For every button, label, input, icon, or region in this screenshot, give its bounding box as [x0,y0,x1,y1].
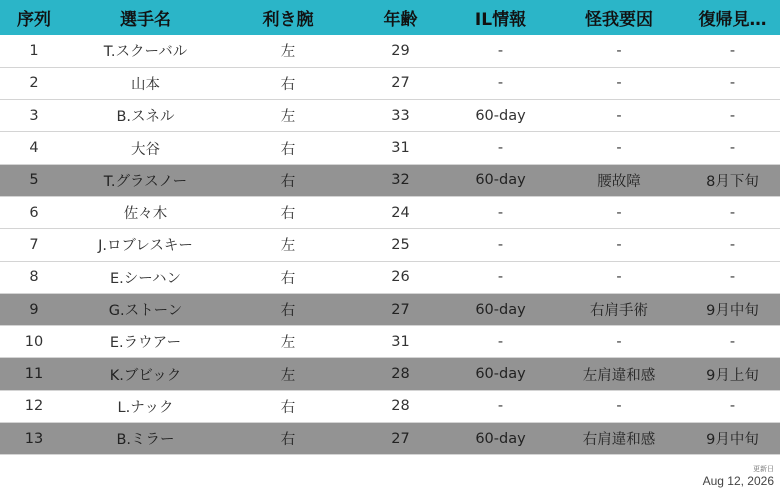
il-info-cell: 60-day [448,423,553,455]
il-info-cell: - [448,390,553,422]
order-cell: 8 [0,261,68,293]
injury-cause-cell: - [553,100,685,132]
age-cell: 32 [353,164,448,196]
player-name-cell: B.ミラー [68,423,223,455]
throwing-hand-cell: 右 [223,132,353,164]
return-estimate-cell: 9月上旬 [685,358,780,390]
table-row[interactable] [0,390,780,422]
il-info-cell: 60-day [448,358,553,390]
throwing-hand-cell: 左 [223,35,353,67]
column-header-return-estimate[interactable]: 復帰見… [698,10,767,30]
table-row[interactable] [0,164,780,196]
order-cell: 9 [0,293,68,325]
return-estimate-cell: - [685,100,780,132]
age-cell: 28 [353,390,448,422]
throwing-hand-cell: 右 [223,196,353,228]
return-estimate-cell: - [685,67,780,99]
order-cell: 2 [0,67,68,99]
player-name-cell: K.ブビック [68,358,223,390]
injury-cause-cell: 腰故障 [553,164,685,196]
il-info-cell: - [448,261,553,293]
player-name-cell: 山本 [68,67,223,99]
injury-cause-cell: - [553,67,685,99]
il-info-cell: 60-day [448,100,553,132]
age-cell: 27 [353,293,448,325]
age-cell: 31 [353,132,448,164]
il-info-cell: 60-day [448,164,553,196]
table-row[interactable] [0,261,780,293]
player-name-cell: B.スネル [68,100,223,132]
throwing-hand-cell: 右 [223,164,353,196]
return-estimate-cell: 8月下旬 [685,164,780,196]
injury-cause-cell: - [553,390,685,422]
throwing-hand-cell: 左 [223,229,353,261]
table-row[interactable] [0,35,780,67]
table-row[interactable] [0,132,780,164]
order-cell: 11 [0,358,68,390]
player-name-cell: J.ロブレスキー [68,229,223,261]
throwing-hand-cell: 左 [223,358,353,390]
player-name-cell: E.ラウアー [68,326,223,358]
injury-cause-cell: - [553,132,685,164]
age-cell: 31 [353,326,448,358]
throwing-hand-cell: 右 [223,67,353,99]
il-info-cell: 60-day [448,293,553,325]
injury-cause-cell: - [553,261,685,293]
player-name-cell: T.グラスノー [68,164,223,196]
injury-cause-cell: 右肩違和感 [553,423,685,455]
return-estimate-cell: 9月中旬 [685,423,780,455]
player-name-cell: L.ナック [68,390,223,422]
return-estimate-cell: - [685,196,780,228]
throwing-hand-cell: 左 [223,100,353,132]
throwing-hand-cell: 右 [223,261,353,293]
table-body [0,35,780,455]
column-header-il-info[interactable]: IL情報 [474,10,527,30]
age-cell: 27 [353,67,448,99]
table-row[interactable] [0,196,780,228]
return-estimate-cell: 9月中旬 [685,293,780,325]
age-cell: 29 [353,35,448,67]
age-cell: 33 [353,100,448,132]
throwing-hand-cell: 右 [223,390,353,422]
injury-cause-cell: 右肩手術 [553,293,685,325]
table-row[interactable] [0,293,780,325]
table-row[interactable] [0,229,780,261]
player-name-cell: G.ストーン [68,293,223,325]
table-row[interactable] [0,423,780,455]
return-estimate-cell: - [685,326,780,358]
column-header-order[interactable]: 序列 [17,10,51,30]
player-name-cell: E.シーハン [68,261,223,293]
age-cell: 28 [353,358,448,390]
last-updated-date: Aug 12, 2026 [702,474,774,488]
throwing-hand-cell: 右 [223,423,353,455]
il-info-cell: - [448,132,553,164]
last-updated-label: 更新日 [753,466,774,473]
last-updated [703,466,774,488]
column-header-player-name[interactable]: 選手名 [120,10,171,30]
il-info-cell: - [448,196,553,228]
column-header-age[interactable]: 年齢 [383,10,418,30]
order-cell: 6 [0,196,68,228]
injury-cause-cell: - [553,196,685,228]
table-row[interactable] [0,358,780,390]
age-cell: 26 [353,261,448,293]
order-cell: 10 [0,326,68,358]
il-info-cell: - [448,67,553,99]
return-estimate-cell: - [685,261,780,293]
order-cell: 5 [0,164,68,196]
injury-cause-cell: 左肩違和感 [553,358,685,390]
order-cell: 1 [0,35,68,67]
return-estimate-cell: - [685,132,780,164]
order-cell: 7 [0,229,68,261]
order-cell: 13 [0,423,68,455]
age-cell: 25 [353,229,448,261]
order-cell: 4 [0,132,68,164]
player-name-cell: T.スクーバル [68,35,223,67]
il-info-cell: - [448,326,553,358]
age-cell: 27 [353,423,448,455]
throwing-hand-cell: 左 [223,326,353,358]
header-row [0,0,780,35]
return-estimate-cell: - [685,35,780,67]
order-cell: 3 [0,100,68,132]
throwing-hand-cell: 右 [223,293,353,325]
column-header-injury-cause[interactable]: 怪我要因 [585,10,653,30]
il-info-cell: - [448,229,553,261]
table-row[interactable] [0,326,780,358]
injury-cause-cell: - [553,35,685,67]
return-estimate-cell: - [685,229,780,261]
order-cell: 12 [0,390,68,422]
table-row[interactable] [0,100,780,132]
player-name-cell: 佐々木 [68,196,223,228]
player-name-cell: 大谷 [68,132,223,164]
injury-cause-cell: - [553,229,685,261]
table-header [0,0,780,35]
return-estimate-cell: - [685,390,780,422]
injury-cause-cell: - [553,326,685,358]
column-header-throwing-hand[interactable]: 利き腕 [262,10,314,30]
age-cell: 24 [353,196,448,228]
table-row[interactable] [0,67,780,99]
il-info-cell: - [448,35,553,67]
